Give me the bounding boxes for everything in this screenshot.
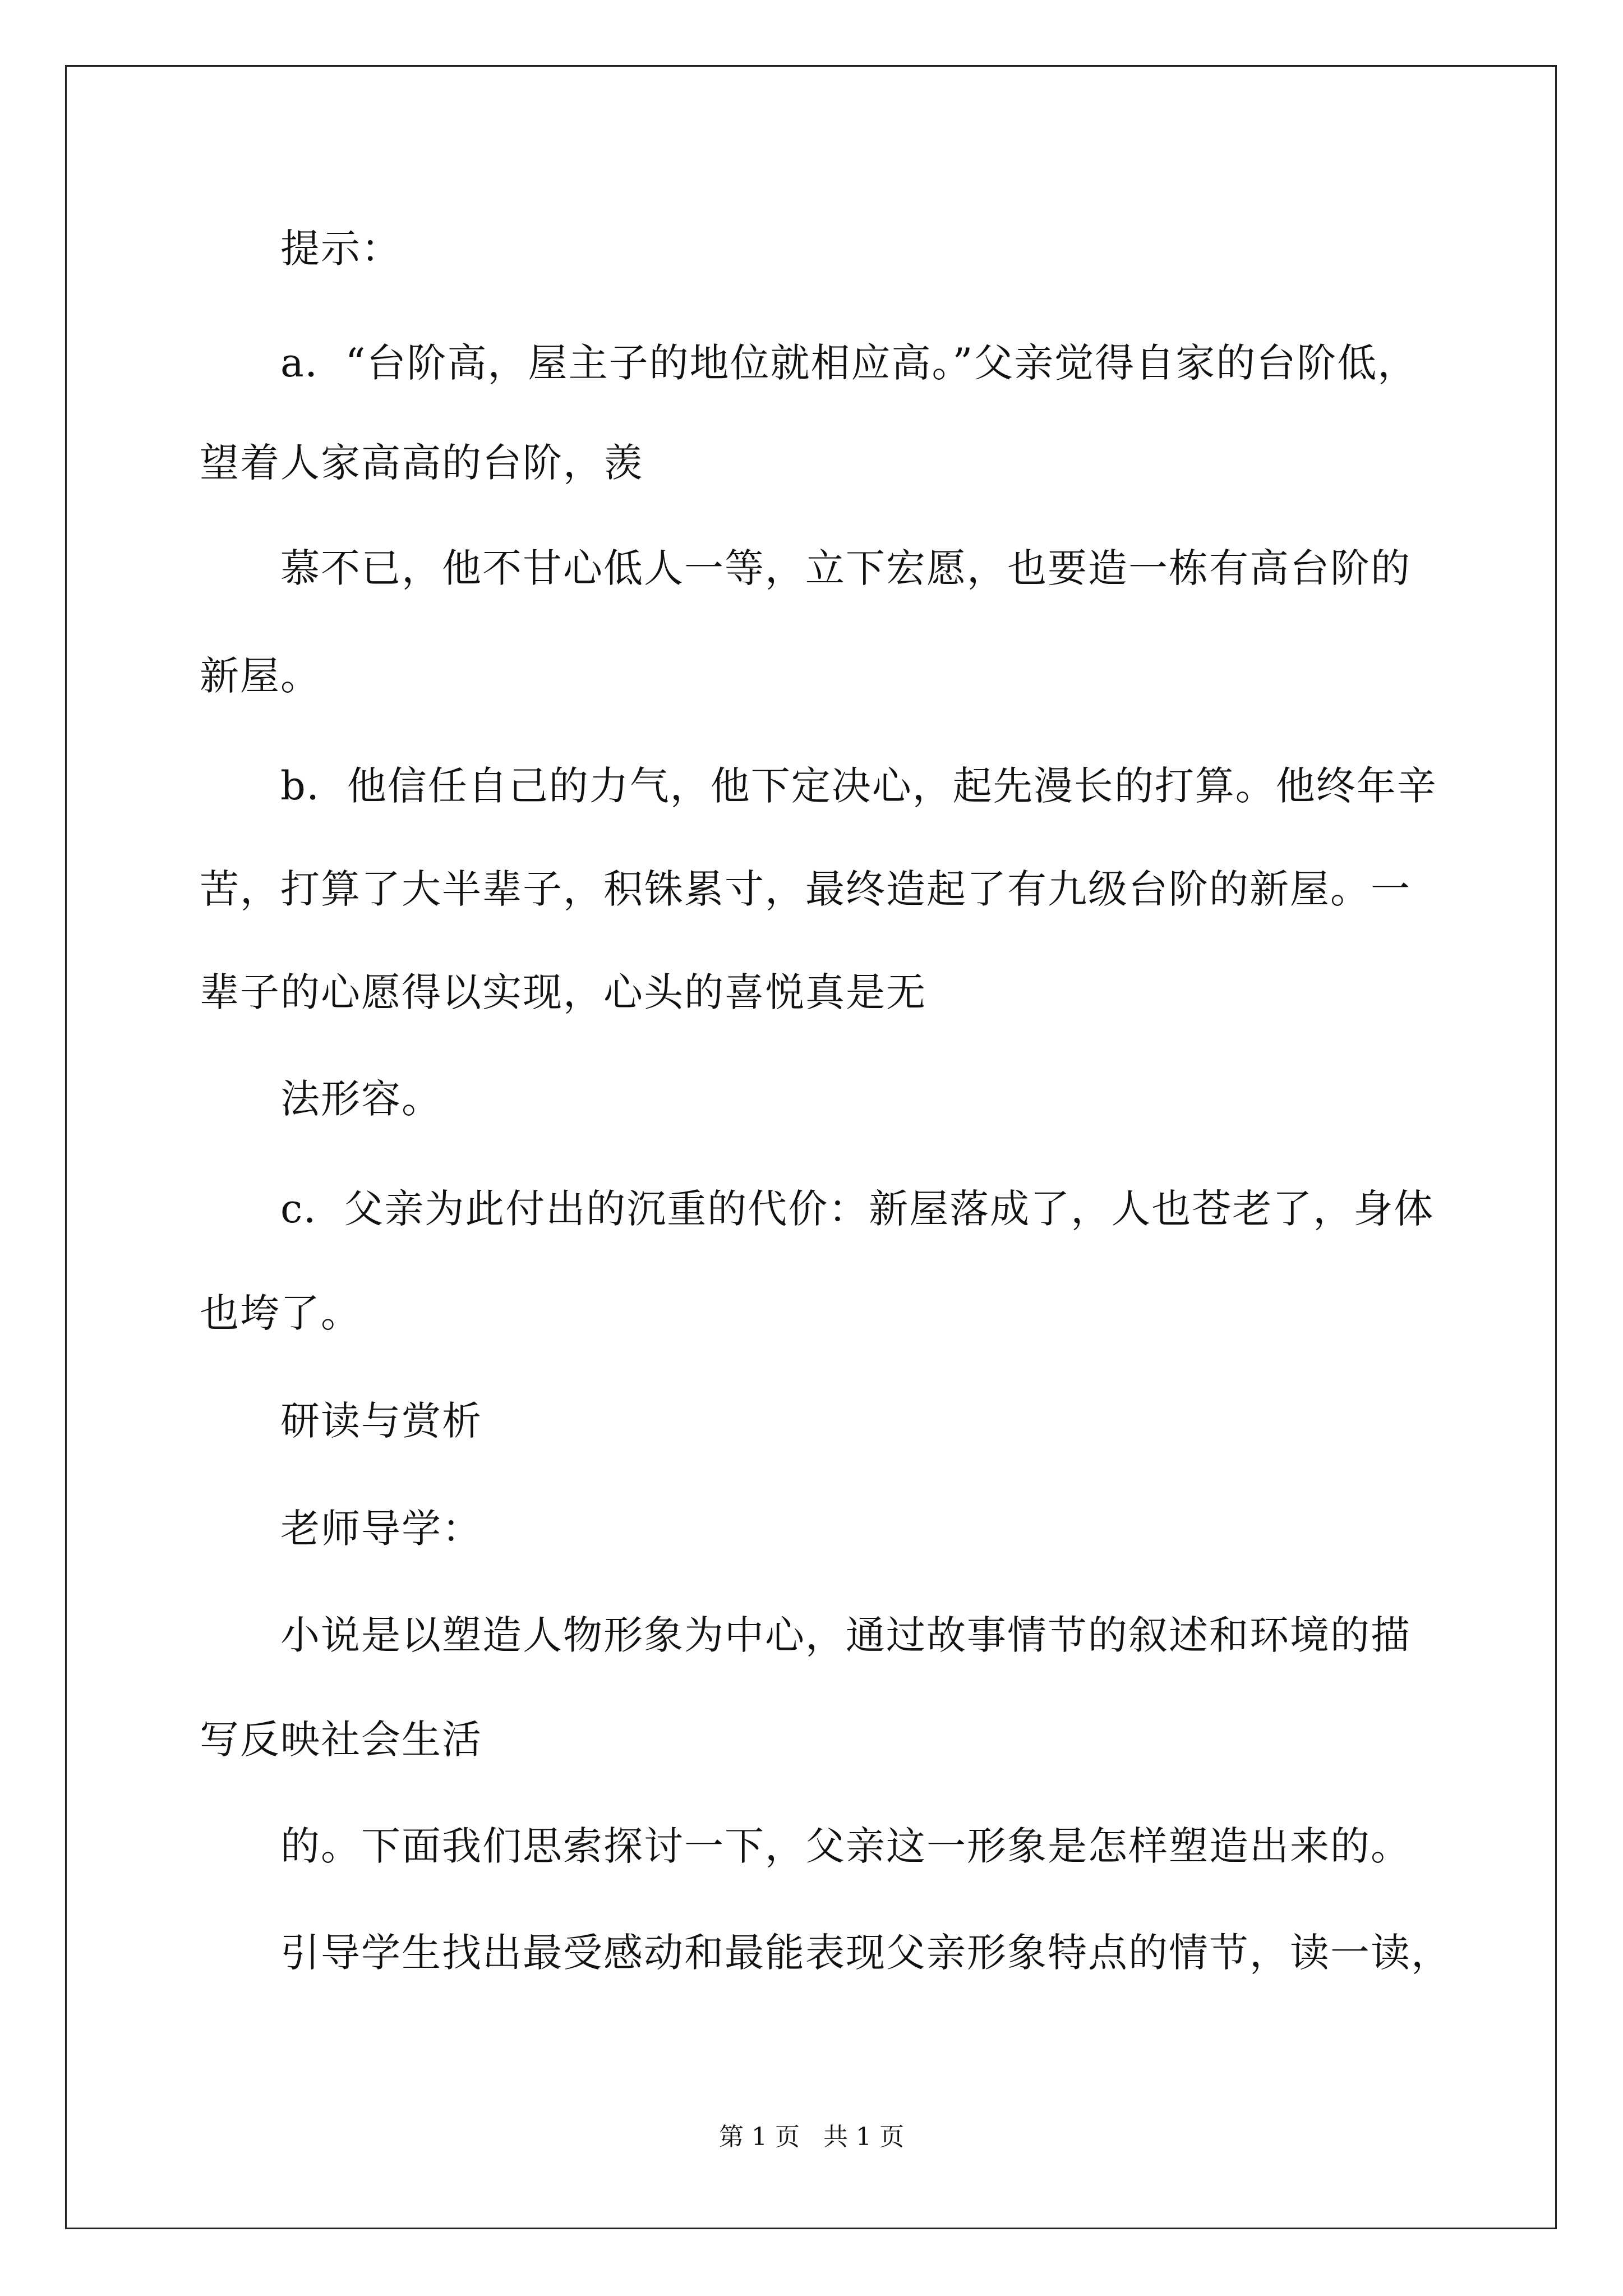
text-line: 写反映社会生活	[200, 1717, 482, 1763]
section-heading: 研读与赏析	[280, 1398, 482, 1444]
text-line: 慕不已，他不甘心低人一等，立下宏愿，也要造一栋有高台阶的	[280, 545, 1411, 591]
text-line: 苦，打算了大半辈子，积铢累寸，最终造起了有九级台阶的新屋。一	[200, 866, 1411, 912]
total-pages: 共 1 页	[823, 2123, 904, 2151]
text-line: 提示：	[280, 226, 402, 272]
page-border	[65, 65, 1557, 2229]
text-line: a．“台阶高，屋主子的地位就相应高。”父亲觉得自家的台阶低，	[280, 340, 1418, 386]
text-line: b．他信任自己的力气，他下定决心，起先漫长的打算。他终年辛	[280, 763, 1437, 809]
text-line: 的。下面我们思索探讨一下，父亲这一形象是怎样塑造出来的。	[280, 1823, 1411, 1869]
text-line: 望着人家高高的台阶，羡	[200, 440, 644, 486]
text-line: 小说是以塑造人物形象为中心，通过故事情节的叙述和环境的描	[280, 1612, 1411, 1658]
text-line: 引导学生找出最受感动和最能表现父亲形象特点的情节，读一读，	[280, 1930, 1451, 1976]
text-line: 辈子的心愿得以实现，心头的喜悦真是无	[200, 969, 926, 1015]
page-number: 第 1 页	[719, 2123, 800, 2151]
text-line: 也垮了。	[200, 1290, 361, 1336]
text-line: c．父亲为此付出的沉重的代价：新屋落成了，人也苍老了，身体	[280, 1186, 1435, 1232]
section-heading: 老师导学：	[280, 1506, 482, 1552]
page-footer	[0, 2120, 1623, 2154]
text-line: 法形容。	[280, 1076, 442, 1122]
text-line: 新屋。	[200, 653, 321, 699]
